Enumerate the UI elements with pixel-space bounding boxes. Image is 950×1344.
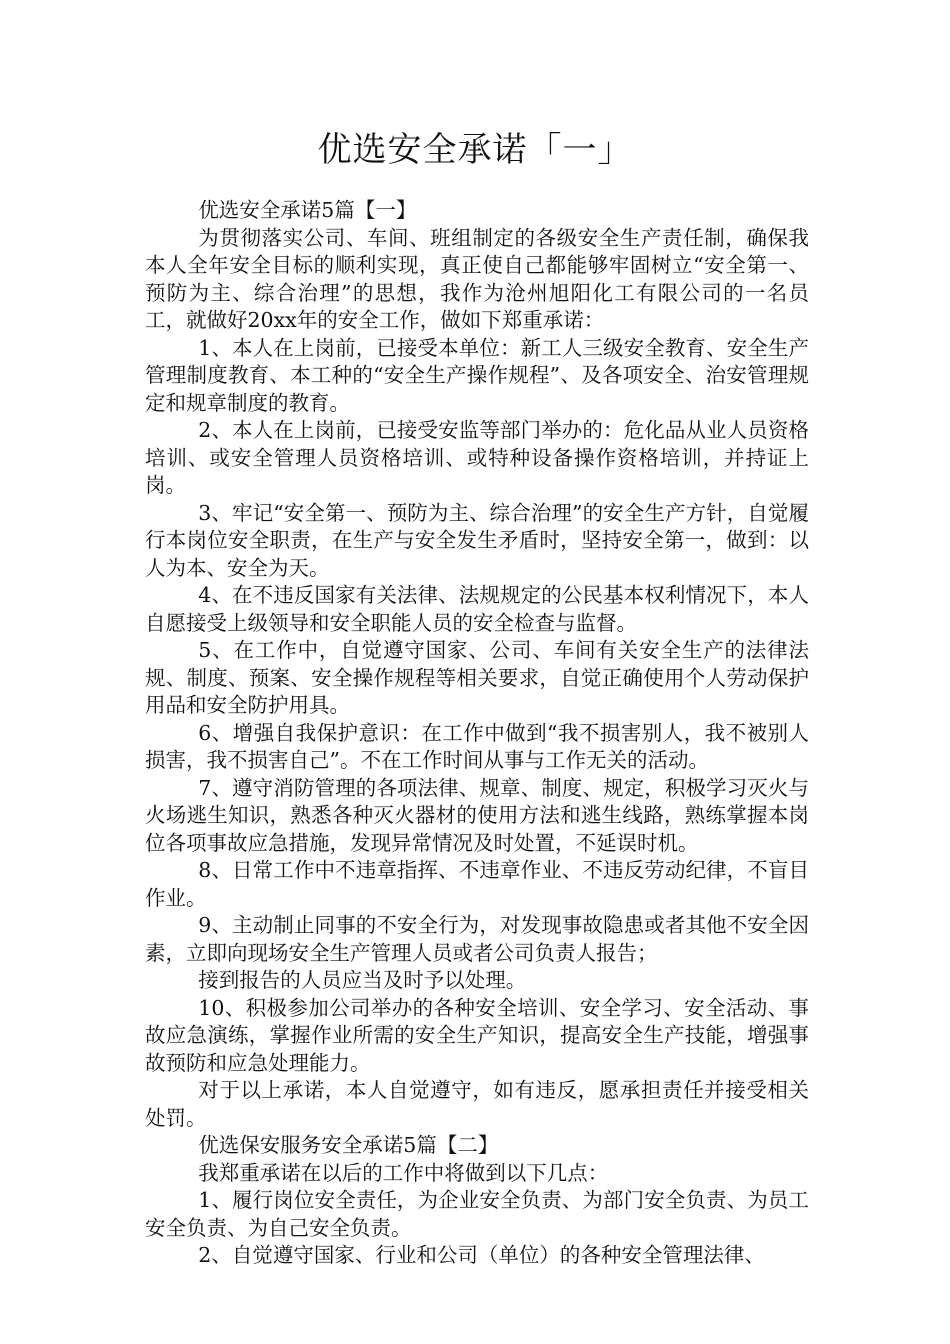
paragraph: 7、遵守消防管理的各项法律、规章、制度、规定，积极学习灭火与火场逃生知识，熟悉各种灭火器材的使用方法和逃生线路，熟练掌握本岗位各项事故应急措施，发现异常情况及时处置，不延误时机。 [145,775,809,855]
paragraph: 10、积极参加公司举办的各种安全培训、安全学习、安全活动、事故应急演练，掌握作业所需的安全生产知识，提高安全生产技能，增强事故预防和应急处理能力。 [145,995,809,1075]
paragraph: 为贯彻落实公司、车间、班组制定的各级安全生产责任制，确保我本人全年安全目标的顺利实现，真正使自己都能够牢固树立“安全第一、预防为主、综合治理”的思想，我作为沧州旭阳化工有限公司的一名员工，就做好20xx年的安全工作，做如下郑重承诺： [145,225,809,332]
paragraph: 6、增强自我保护意识：在工作中做到“我不损害别人，我不被别人损害，我不损害自己”。不在工作时间从事与工作无关的活动。 [145,720,809,772]
paragraph: 2、本人在上岗前，已接受安监等部门举办的：危化品从业人员资格培训、或安全管理人员资格培训、或特种设备操作资格培训，并持证上岗。 [145,418,809,497]
paragraph: 9、主动制止同事的不安全行为，对发现事故隐患或者其他不安全因素，立即向现场安全生产管理人员或者公司负责人报告； [145,913,809,965]
document-body [145,197,809,1270]
paragraph: 1、履行岗位安全责任，为企业安全负责、为部门安全负责、为员工安全负责、为自己安全负责。 [145,1188,809,1240]
paragraph: 8、日常工作中不违章指挥、不违章作业、不违反劳动纪律，不盲目作业。 [145,858,809,910]
document-title: 优选安全承诺「一」 [317,130,633,170]
paragraph: 我郑重承诺在以后的工作中将做到以下几点： [198,1160,609,1185]
paragraph: 1、本人在上岗前，已接受本单位：新工人三级安全教育、安全生产管理制度教育、本工种的“安全生产操作规程”、及各项安全、治安管理规定和规章制度的教育。 [145,335,809,415]
paragraph: 4、在不违反国家有关法律、法规规定的公民基本权利情况下，本人自愿接受上级领导和安全职能人员的安全检查与监督。 [145,583,809,635]
paragraph: 5、在工作中，自觉遵守国家、公司、车间有关安全生产的法律法规、制度、预案、安全操作规程等相关要求，自觉正确使用个人劳动保护用品和安全防护用具。 [145,638,809,717]
paragraph: 优选安全承诺5篇【一】 [198,198,417,222]
paragraph: 接到报告的人员应当及时予以处理。 [198,968,527,992]
paragraph: 2、自觉遵守国家、行业和公司（单位）的各种安全管理法律、 [198,1243,765,1267]
paragraph: 优选保安服务安全承诺5篇【二】 [198,1133,499,1157]
paragraph: 3、牢记“安全第一、预防为主、综合治理”的安全生产方针，自觉履行本岗位安全职责，在生产与安全发生矛盾时，坚持安全第一，做到：以人为本、安全为天。 [145,500,809,580]
paragraph: 对于以上承诺，本人自觉遵守，如有违反，愿承担责任并接受相关处罚。 [145,1078,809,1130]
